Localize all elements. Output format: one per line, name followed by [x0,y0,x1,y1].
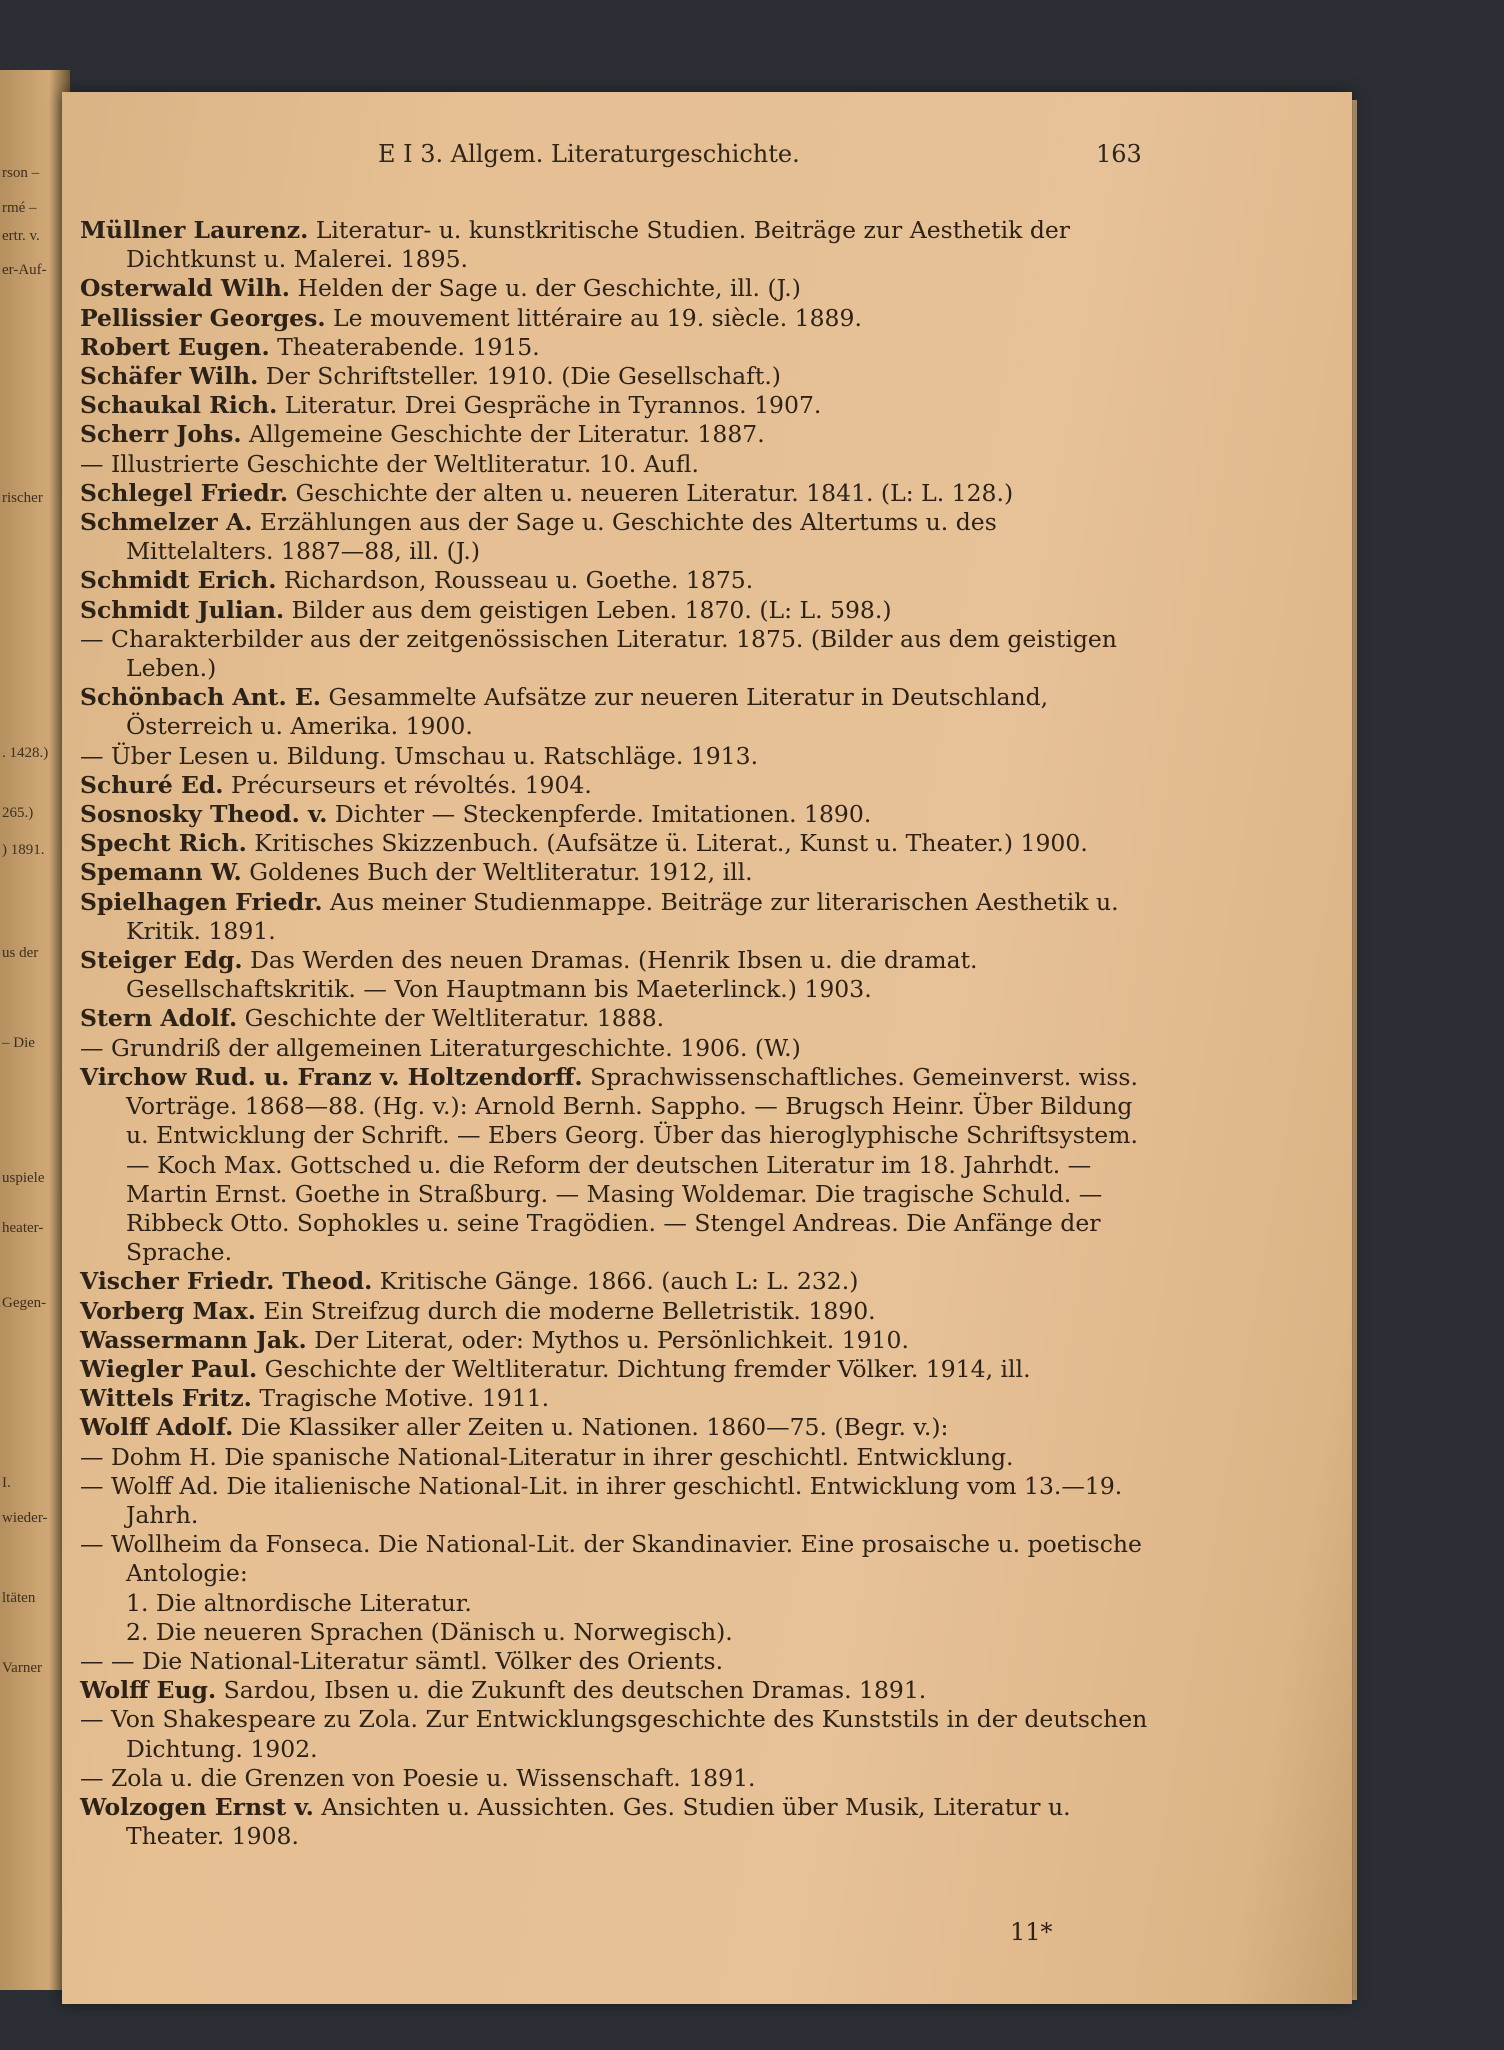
bibliography-entry [80,1705,1150,1763]
entry-text: — Zola u. die Grenzen von Poesie u. Wissenschaft. 1891. [80,1763,756,1792]
entry-author: Wittels Fritz. [80,1384,252,1413]
left-page-fragment: Gegen- [2,1295,47,1311]
entry-author: Sosnosky Theod. v. [80,800,328,829]
bibliography-entry [80,304,1150,333]
entry-author: Wiegler Paul. [80,1354,258,1383]
bibliography-entry [80,800,1150,829]
left-page-fragment: I. [2,1475,11,1491]
bibliography-entry [80,1384,1150,1413]
bibliography-entry [80,1647,1150,1676]
bibliography-entry [80,216,1150,274]
entry-author: Schmidt Julian. [80,595,285,624]
left-page-fragment: us der [2,945,39,961]
entry-text: Geschichte der Weltliteratur. 1888. [237,1004,665,1033]
bibliography-entry [80,1034,1150,1063]
entry-text: — Charakterbilder aus der zeitgenössischen Literatur. 1875. (Bilder aus dem geistigen Leben.) [80,624,1117,683]
entry-author: Schäfer Wilh. [80,362,259,391]
bibliography-entry [80,1267,1150,1296]
bibliography-entry [80,771,1150,800]
left-page-fragment: rischer [2,490,43,506]
entry-text: 1. Die altnordische Literatur. [126,1588,472,1617]
bibliography-entry [80,683,1150,741]
left-page-fragment: ertr. v. [2,228,40,244]
bibliography-entry [80,742,1150,771]
entry-text: 2. Die neueren Sprachen (Dänisch u. Norwegisch). [126,1617,733,1646]
left-page-fragment: Varner [2,1660,42,1676]
bibliography-entry [80,1297,1150,1326]
bibliography-entry [80,1413,1150,1442]
entry-text: Das Werden des neuen Dramas. (Henrik Ibsen u. die dramat. Gesellschaftskritik. — Von Hauptmann bis Maeterlinck.) 1903. [126,946,978,1004]
bibliography-entry [80,888,1150,946]
entry-author: Schuré Ed. [80,770,224,799]
entry-author: Schaukal Rich. [80,391,278,420]
entry-author: Vorberg Max. [80,1296,256,1325]
bibliography-entry [80,946,1150,1004]
entry-text: Ansichten u. Aussichten. Ges. Studien über Musik, Literatur u. Theater. 1908. [126,1792,1071,1851]
left-page-fragment: heater- [2,1220,44,1236]
bibliography-entry [80,625,1150,683]
bibliography-entry [80,1355,1150,1384]
entry-author: Osterwald Wilh. [80,274,290,303]
entry-text: Der Schriftsteller. 1910. (Die Gesellschaft.) [258,362,781,391]
bibliography-entry [80,1443,1150,1472]
entry-author: Pellissier Georges. [80,303,326,332]
bibliography-entry [80,596,1150,625]
entry-author: Steiger Edg. [80,946,243,975]
entry-author: Scherr Johs. [80,420,242,449]
entry-text: — Grundriß der allgemeinen Literaturgeschichte. 1906. (W.) [80,1033,801,1062]
bibliography-entry [80,1472,1150,1530]
bibliography-entry [80,508,1150,566]
entry-text: Sardou, Ibsen u. die Zukunft des deutschen Dramas. 1891. [216,1676,927,1705]
bibliography-entry [80,1530,1150,1588]
bibliography-entry [80,829,1150,858]
entry-text: — Von Shakespeare zu Zola. Zur Entwicklungsgeschichte des Kunststils in der deutschen Dichtung. 1902. [80,1705,1148,1763]
entry-author: Wolff Eug. [80,1676,217,1705]
entry-text: — Über Lesen u. Bildung. Umschau u. Ratschläge. 1913. [80,741,759,770]
entry-author: Müllner Laurenz. [80,216,309,244]
page-number: 163 [1096,140,1142,168]
entry-author: Spemann W. [80,858,242,887]
entry-text: Le mouvement littéraire au 19. siècle. 1889. [325,303,862,332]
entry-author: Wassermann Jak. [80,1325,307,1354]
left-page-fragment: – Die [2,1035,35,1051]
entry-author: Schönbach Ant. E. [80,683,321,712]
entry-text: — — Die National-Literatur sämtl. Völker des Orients. [80,1646,724,1675]
left-page-fragment: ) 1891. [2,842,45,858]
entry-author: Schlegel Friedr. [80,478,289,507]
left-page-fragment: uspiele [2,1170,45,1186]
entry-text: Richardson, Rousseau u. Goethe. 1875. [276,566,754,595]
entry-text: Goldenes Buch der Weltliteratur. 1912, ill. [241,858,753,887]
entry-text: Literatur. Drei Gespräche in Tyrannos. 1907. [277,391,822,420]
left-page-fragment: er-Auf- [2,262,47,278]
entry-text: Geschichte der alten u. neueren Literatur. 1841. (L: L. 128.) [288,478,1014,507]
entry-author: Stern Adolf. [80,1004,238,1033]
entry-author: Virchow Rud. u. Franz v. Holtzendorff. [80,1062,583,1091]
entry-text: — Wolff Ad. Die italienische National-Lit. in ihrer geschichtl. Entwicklung vom 13.—19. Jahrh. [80,1471,1123,1529]
bibliography-entry [80,1063,1150,1267]
entry-text: Kritische Gänge. 1866. (auch L: L. 232.) [372,1267,859,1296]
entry-text: Bilder aus dem geistigen Leben. 1870. (L: L. 598.) [284,595,892,624]
bibliography-entry [80,479,1150,508]
entry-text: Gesammelte Aufsätze zur neueren Literatur in Deutschland, Österreich u. Amerika. 1900. [126,683,1049,741]
entry-text: Helden der Sage u. der Geschichte, ill. (J.) [290,274,801,303]
entry-author: Vischer Friedr. Theod. [80,1267,373,1296]
entry-text: Allgemeine Geschichte der Literatur. 1887. [241,420,765,449]
bibliography-entry [80,1589,1150,1618]
bibliography-entry [80,1676,1150,1705]
bibliography-list [80,216,1150,1851]
bibliography-entry [80,362,1150,391]
bibliography-entry [80,566,1150,595]
left-page-fragment: . 1428.) [2,745,49,761]
bibliography-entry [80,1793,1150,1851]
running-header [0,140,1504,180]
entry-text: Der Literat, oder: Mythos u. Persönlichkeit. 1910. [306,1325,909,1354]
bibliography-entry [80,274,1150,303]
entry-author: Wolzogen Ernst v. [80,1792,314,1821]
left-page-fragment: rson – [2,165,40,181]
entry-author: Schmidt Erich. [80,566,277,595]
entry-author: Wolff Adolf. [80,1413,234,1442]
entry-text: Geschichte der Weltliteratur. Dichtung fremder Völker. 1914, ill. [257,1354,1031,1383]
bibliography-entry [80,391,1150,420]
entry-text: Sprachwissenschaftliches. Gemeinverst. wiss. Vorträge. 1868—88. (Hg. v.): Arnold Bernh. Sappho. — Brugsch Heinr. Über Bildung u. Entwicklung der Schrift. — Ebers Georg. Über das hieroglyphische Schriftsystem. — Koch Max. Gottsched u. die Reform der deutschen Literatur im 18. Jahrhdt. — Martin Ernst. Goethe in Straßburg. — Masing Woldemar. Die tragische Schuld. — Ribbeck Otto. Sophokles u. seine Tragödien. — Stengel Andreas. Die Anfänge der Sprache. [126,1062,1138,1267]
left-page-fragment: ltäten [2,1590,36,1606]
left-page-fragment: rmé – [2,200,37,216]
entry-text: Erzählungen aus der Sage u. Geschichte des Altertums u. des Mittelalters. 1887—88, ill. (J.) [126,508,997,566]
entry-text: Tragische Motive. 1911. [251,1384,550,1413]
bibliography-entry [80,420,1150,449]
signature-mark: 11* [1010,1918,1053,1946]
bibliography-entry [80,333,1150,362]
bibliography-entry [80,450,1150,479]
bibliography-entry [80,1618,1150,1647]
entry-author: Specht Rich. [80,829,247,858]
entry-author: Spielhagen Friedr. [80,887,323,916]
entry-text: — Dohm H. Die spanische National-Literatur in ihrer geschichtl. Entwicklung. [80,1442,1014,1471]
entry-text: — Illustrierte Geschichte der Weltliteratur. 10. Aufl. [80,449,699,478]
bibliography-entry [80,1764,1150,1793]
entry-text: — Wollheim da Fonseca. Die National-Lit. der Skandinavier. Eine prosaische u. poetische Antologie: [80,1530,1142,1588]
entry-text: Ein Streifzug durch die moderne Belletristik. 1890. [255,1296,876,1325]
entry-text: Kritisches Skizzenbuch. (Aufsätze ü. Literat., Kunst u. Theater.) 1900. [246,829,1088,858]
entry-text: Précurseurs et révoltés. 1904. [223,770,592,799]
entry-author: Schmelzer A. [80,508,253,537]
header-title: E I 3. Allgem. Literaturgeschichte. [378,140,800,168]
entry-text: Literatur- u. kunstkritische Studien. Beiträge zur Aesthetik der Dichtkunst u. Malerei. 1895. [126,216,1071,274]
left-page-fragment: 265.) [2,805,34,821]
entry-text: Die Klassiker aller Zeiten u. Nationen. 1860—75. (Begr. v.): [233,1413,949,1442]
entry-text: Dichter — Steckenpferde. Imitationen. 1890. [327,800,872,829]
entry-text: Aus meiner Studienmappe. Beiträge zur literarischen Aesthetik u. Kritik. 1891. [126,887,1119,945]
left-page-fragment: wieder- [2,1510,48,1526]
entry-text: Theaterabende. 1915. [269,332,540,361]
bibliography-entry [80,1326,1150,1355]
left-page-edge [0,70,70,1990]
bibliography-entry [80,1004,1150,1033]
entry-author: Robert Eugen. [80,332,270,361]
bibliography-entry [80,858,1150,887]
